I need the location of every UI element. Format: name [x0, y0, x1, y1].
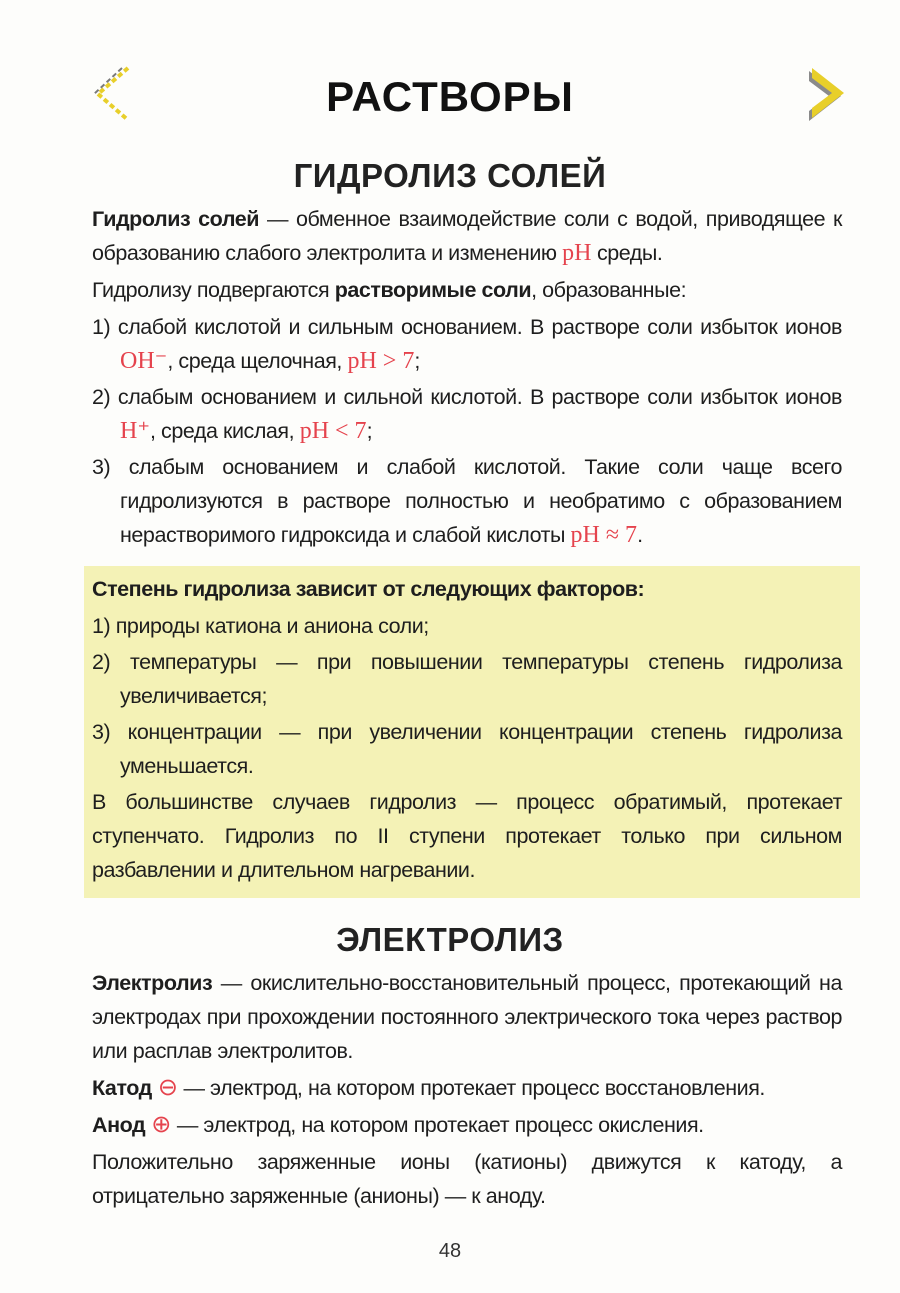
section-heading-hydrolysis: ГИДРОЛИЗ СОЛЕЙ: [293, 157, 607, 194]
text: Положительно заряженные ионы (катионы) движутся к катоду, а отрицательно заряженные (анионы) — к аноду.: [92, 1150, 842, 1208]
text: ;: [414, 349, 420, 373]
paragraph: [92, 1108, 842, 1142]
text: , среда щелочная,: [167, 349, 348, 373]
list-item: [92, 310, 842, 378]
text: .: [637, 523, 643, 547]
page-number: 48: [438, 1240, 462, 1262]
text: , образованные:: [531, 278, 687, 302]
paragraph: [92, 273, 842, 307]
electrolysis-content: [92, 966, 842, 1213]
title-bar: [0, 64, 900, 134]
text: Гидролизу подвергаются: [92, 278, 335, 302]
text: 2) температуры — при повышении температуры степень гидролиза увеличивается;: [92, 650, 842, 708]
paragraph: [92, 202, 842, 270]
formula: pH: [562, 240, 592, 266]
text: 1) слабой кислотой и сильным основанием. В растворе соли избыток ионов: [92, 315, 842, 339]
page-title: РАСТВОРЫ: [326, 73, 574, 120]
highlight-box: [84, 566, 860, 898]
text: 3) слабым основанием и слабой кислотой. Такие соли чаще всего гидролизуются в растворе полностью и необратимо с образованием нерастворимого гидроксида и слабой кислоты: [92, 455, 842, 547]
bold-term: Электролиз: [92, 971, 213, 995]
text: 3) концентрации — при увеличении концентрации степень гидролиза уменьшается.: [92, 720, 842, 778]
paragraph: [92, 572, 842, 606]
paragraph: [92, 966, 842, 1068]
text: — окислительно-восстановительный процесс, протекающий на электродах при прохождении постоянного электрического тока через раствор или расплав электролитов.: [92, 971, 842, 1063]
paragraph: [92, 1071, 842, 1105]
text: ;: [366, 419, 373, 443]
bold-term: Катод: [92, 1076, 152, 1100]
text: , среда кислая,: [150, 419, 300, 443]
list-item: [92, 645, 842, 713]
formula: pH < 7: [299, 418, 367, 444]
list-item: [92, 715, 842, 783]
text: 2) слабым основанием и сильной кислотой. В растворе соли избыток ионов: [92, 385, 842, 409]
hydrolysis-content: [92, 202, 842, 552]
list-item: [92, 609, 842, 643]
formula: H⁺: [120, 418, 150, 444]
text: — обменное взаимодействие соли с водой, приводящее к образованию слабого электролита и изменению: [92, 207, 842, 265]
formula: OH⁻: [120, 348, 168, 374]
text: 1) природы катиона и аниона соли;: [92, 614, 429, 638]
list-item: [92, 380, 842, 448]
bold-term: Степень гидролиза зависит от следующих факторов:: [92, 577, 645, 601]
formula: pH ≈ 7: [570, 522, 638, 548]
chevron-right-icon[interactable]: [806, 62, 848, 124]
formula: pH > 7: [347, 348, 415, 374]
factors-content: [92, 572, 842, 887]
formula: ⊖: [151, 1075, 178, 1101]
section-heading-electrolysis: ЭЛЕКТРОЛИЗ: [336, 921, 564, 958]
paragraph: [92, 1145, 842, 1213]
bold-term: Гидролиз солей: [92, 207, 260, 231]
text: — электрод, на котором протекает процесс восстановления.: [177, 1076, 765, 1100]
text: В большинстве случаев гидролиз — процесс обратимый, протекает ступенчато. Гидролиз по II ступени протекает только при сильном разбавлении и длительном нагревании.: [92, 790, 842, 882]
list-item: [92, 450, 842, 552]
bold-term: растворимые соли: [334, 278, 532, 302]
formula: ⊕: [145, 1112, 172, 1138]
bold-term: Анод: [92, 1113, 146, 1137]
text: — электрод, на котором протекает процесс окисления.: [171, 1113, 704, 1137]
paragraph: [92, 785, 842, 887]
text: среды.: [591, 241, 663, 265]
